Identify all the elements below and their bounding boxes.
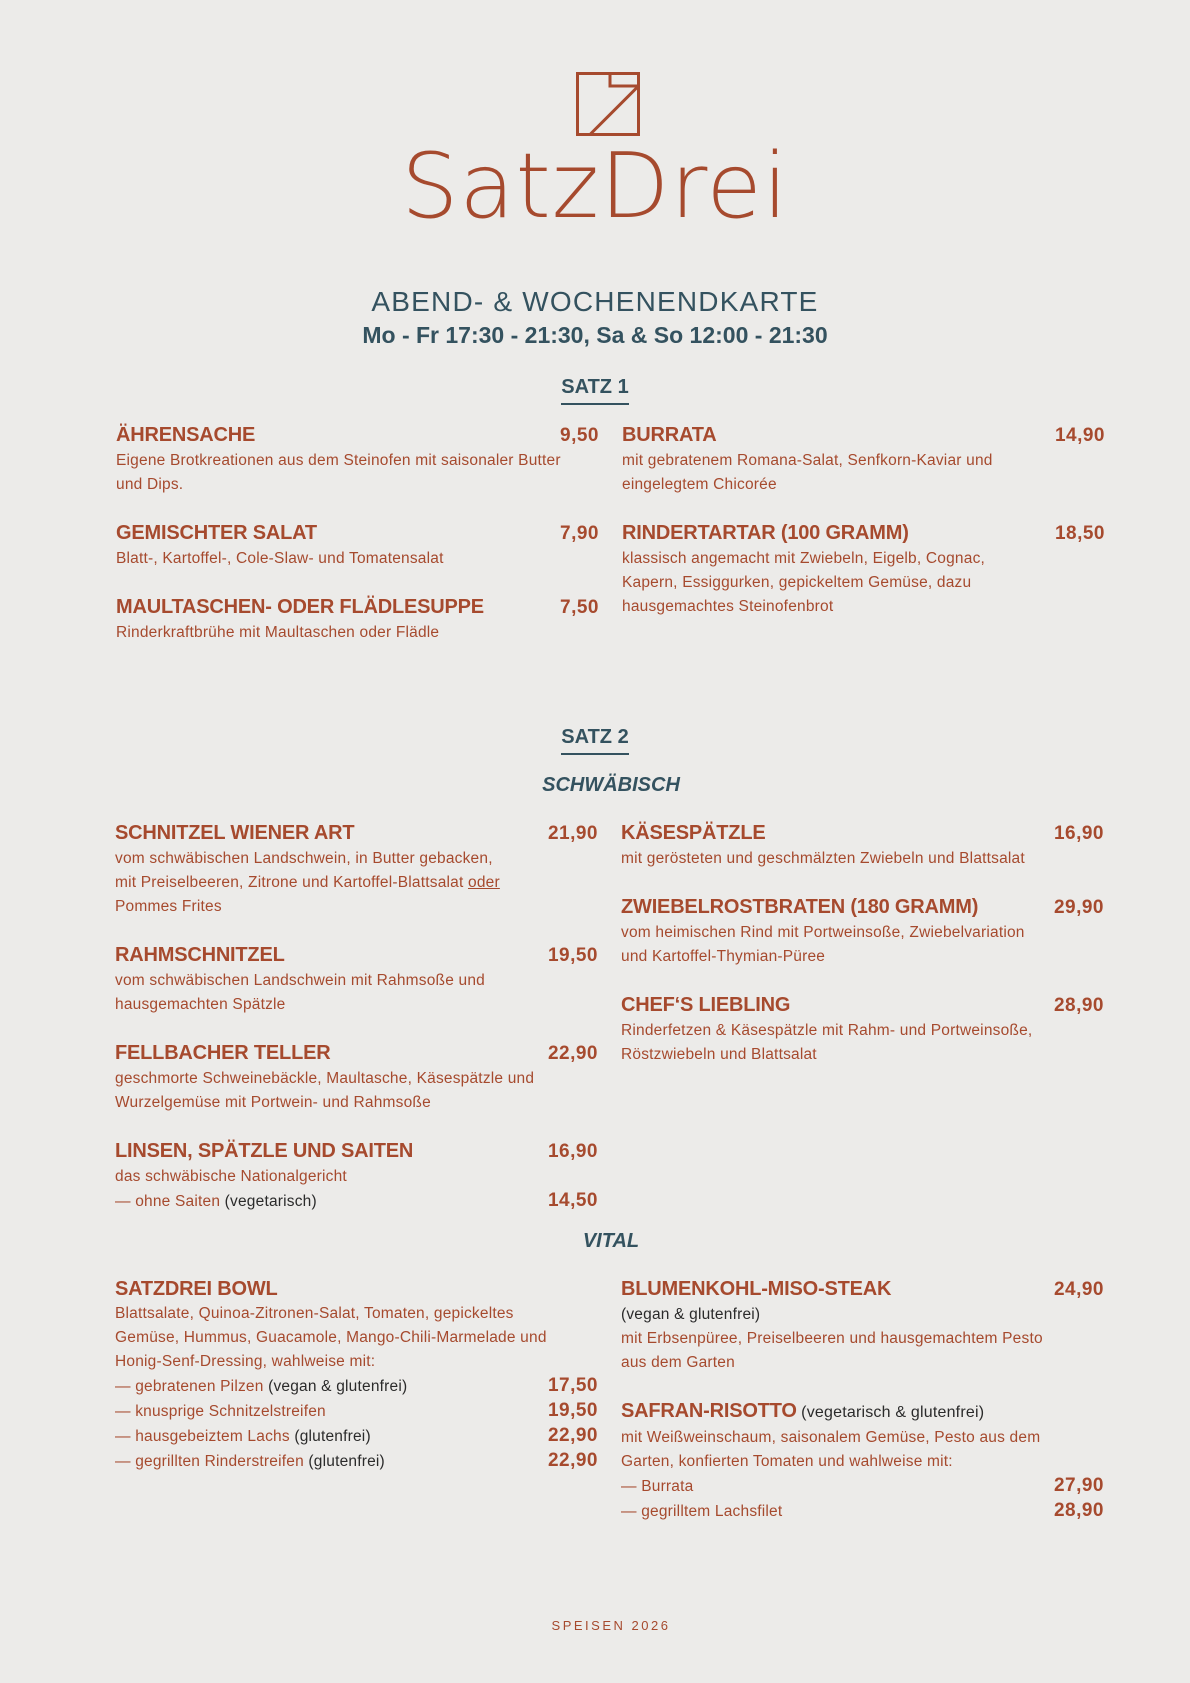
satz1-right-column [622,422,1105,642]
menu-item [621,820,1104,871]
menu-item [115,820,598,919]
option-price: 28,90 [1053,1500,1104,1521]
item-description: geschmorte Schweinebäckle, Maultasche, Käsespätzle und [115,1070,535,1087]
menu-item [115,1040,598,1115]
item-description: hausgemachten Spätzle [115,996,286,1013]
menu-item [621,1398,1104,1524]
item-description: mit gebratenem Romana-Salat, Senfkorn-Kaviar und [622,452,993,469]
item-price: 22,90 [547,1043,598,1064]
item-description: Rinderkraftbrühe mit Maultaschen oder Flädle [116,624,440,641]
item-description: mit Weißweinschaum, saisonalem Gemüse, Pesto aus dem [621,1429,1041,1446]
diet-note: (vegetarisch & glutenfrei) [801,1404,985,1421]
vital-right-column [621,1276,1104,1547]
item-price: 7,90 [560,523,599,544]
item-description: mit gerösteten und geschmälzten Zwiebeln und Blattsalat [621,850,1025,867]
item-price: 21,90 [547,823,598,844]
diet-note: (vegetarisch) [224,1193,317,1210]
subcategory-vital: VITAL [582,1230,640,1252]
item-price: 18,50 [1054,523,1105,544]
section-heading-satz2: SATZ 2 [0,725,1190,755]
item-name: RAHMSCHNITZEL [115,944,285,966]
option-price: 14,50 [547,1190,598,1211]
subcategory-schwaebisch: SCHWÄBISCH [542,774,680,796]
item-option: — gegrillten Rinderstreifen (glutenfrei) 22,90 [115,1450,598,1471]
item-description: Gemüse, Hummus, Guacamole, Mango-Chili-Marmelade und [115,1329,547,1346]
logo-icon [576,72,640,136]
menu-item [621,894,1104,969]
item-name: MAULTASCHEN- ODER FLÄDLESUPPE [116,596,484,618]
item-name: SAFRAN-RISOTTO [621,1400,797,1422]
item-description: Blattsalate, Quinoa-Zitronen-Salat, Tomaten, gepickeltes [115,1305,514,1322]
item-price: 19,50 [547,945,598,966]
item-description: Honig-Senf-Dressing, wahlweise mit: [115,1353,376,1370]
item-name: FELLBACHER TELLER [115,1042,331,1064]
menu-item [115,1138,598,1214]
item-name: CHEF‘S LIEBLING [621,994,791,1016]
item-description: Pommes Frites [115,898,222,915]
item-description: aus dem Garten [621,1354,735,1371]
item-description: und Kartoffel-Thymian-Püree [621,948,826,965]
schwaebisch-left-column [115,820,598,1237]
menu-title: ABEND- & WOCHENENDKARTE [371,286,819,317]
item-description: Garten, konfierten Tomaten und wahlweise mit: [621,1453,953,1470]
item-description: eingelegtem Chicorée [622,476,777,493]
item-description: Rinderfetzen & Käsespätzle mit Rahm- und Portweinsoße, [621,1022,1033,1039]
menu-item [621,992,1104,1067]
menu-item [621,1276,1104,1375]
vital-left-column [115,1276,598,1497]
brand-name: SatzDrei [401,134,789,239]
item-description: Blatt-, Kartoffel-, Cole-Slaw- und Tomatensalat [116,550,444,567]
underlined-oder: oder [468,874,500,891]
item-option: — gegrilltem Lachsfilet 28,90 [621,1500,1104,1521]
option-price: 17,50 [547,1375,598,1396]
item-price: 14,90 [1054,425,1105,446]
menu-item [116,520,599,571]
item-name: SCHNITZEL WIENER ART [115,822,355,844]
footer-text: SPEISEN 2026 [551,1618,671,1633]
diet-note: (vegan & glutenfrei) [621,1306,761,1323]
item-name: SATZDREI BOWL [115,1278,278,1300]
menu-item [622,520,1105,619]
option-price: 19,50 [547,1400,598,1421]
item-description: vom schwäbischen Landschwein, in Butter gebacken, [115,850,493,867]
item-description: Kapern, Essiggurken, gepickeltem Gemüse, dazu [622,574,972,591]
item-description: Wurzelgemüse mit Portwein- und Rahmsoße [115,1094,431,1111]
section-heading-satz1: SATZ 1 [0,375,1190,405]
item-description: Eigene Brotkreationen aus dem Steinofen mit saisonaler Butter [116,452,561,469]
item-price: 24,90 [1053,1279,1104,1300]
item-option: — knusprige Schnitzelstreifen 19,50 [115,1400,598,1421]
option-price: 22,90 [547,1425,598,1446]
diet-note: (glutenfrei) [308,1453,385,1470]
item-option: — gebratenen Pilzen (vegan & glutenfrei) 17,50 [115,1375,598,1396]
diet-note: (vegan & glutenfrei) [268,1378,408,1395]
item-price: 16,90 [1053,823,1104,844]
option-price: 22,90 [547,1450,598,1471]
item-price: 29,90 [1053,897,1104,918]
item-name: RINDERTARTAR (100 GRAMM) [622,522,909,544]
item-name: GEMISCHTER SALAT [116,522,317,544]
item-name: KÄSESPÄTZLE [621,822,766,844]
item-description: Röstzwiebeln und Blattsalat [621,1046,817,1063]
item-name: BLUMENKOHL-MISO-STEAK [621,1278,892,1300]
menu-item [115,1276,598,1474]
item-name: ZWIEBELROSTBRATEN (180 GRAMM) [621,896,979,918]
item-description: und Dips. [116,476,184,493]
item-option: — hausgebeiztem Lachs (glutenfrei) 22,90 [115,1425,598,1446]
item-description: mit Erbsenpüree, Preiselbeeren und hausgemachtem Pesto [621,1330,1043,1347]
opening-hours: Mo - Fr 17:30 - 21:30, Sa & So 12:00 - 21:30 [362,322,828,348]
schwaebisch-right-column [621,820,1104,1090]
item-description: klassisch angemacht mit Zwiebeln, Eigelb, Cognac, [622,550,986,567]
menu-item [115,942,598,1017]
item-description: vom schwäbischen Landschwein mit Rahmsoße und [115,972,485,989]
item-name: ÄHRENSACHE [116,424,256,446]
item-name: BURRATA [622,424,717,446]
item-name: LINSEN, SPÄTZLE UND SAITEN [115,1140,414,1162]
item-description: das schwäbische Nationalgericht [115,1168,347,1185]
item-price: 9,50 [560,425,599,446]
menu-item [116,422,599,497]
item-description: mit Preiselbeeren, Zitrone und Kartoffel-Blattsalat oder [115,874,500,891]
menu-item [116,594,599,645]
item-price: 7,50 [560,597,599,618]
diet-note: (glutenfrei) [294,1428,371,1445]
menu-item [622,422,1105,497]
item-option: — Burrata 27,90 [621,1475,1104,1496]
item-description: hausgemachtes Steinofenbrot [622,598,834,615]
item-option: — ohne Saiten (vegetarisch) 14,50 [115,1190,598,1211]
item-price: 16,90 [547,1141,598,1162]
satz1-left-column [116,422,599,668]
item-price: 28,90 [1053,995,1104,1016]
option-price: 27,90 [1053,1475,1104,1496]
item-description: vom heimischen Rind mit Portweinsoße, Zwiebelvariation [621,924,1025,941]
